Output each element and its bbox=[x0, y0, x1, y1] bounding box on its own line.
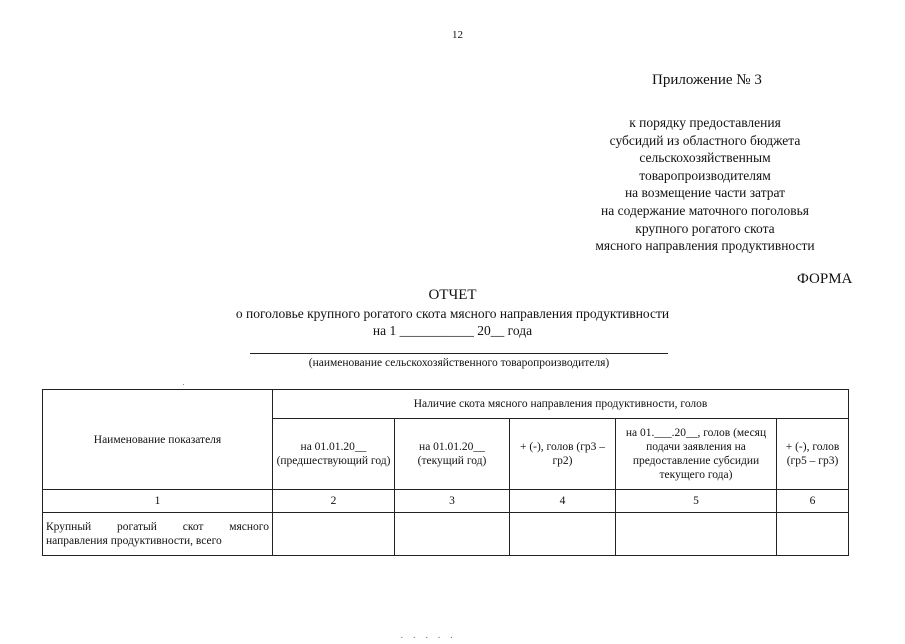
producer-caption: (наименование сельскохозяйственного товаропроизводителя) bbox=[308, 357, 610, 369]
column-number: 6 bbox=[777, 490, 849, 513]
report-title: ОТЧЕТ bbox=[428, 287, 477, 303]
column-number: 5 bbox=[616, 490, 777, 513]
appendix-line: сельскохозяйственным bbox=[639, 150, 771, 166]
producer-name-line bbox=[250, 353, 668, 354]
group-header: Наличие скота мясного направления продуктивности, голов bbox=[273, 390, 849, 419]
indicator-header: Наименование показателя bbox=[43, 390, 273, 490]
column-header: + (-), голов (гр5 – гр3) bbox=[777, 419, 849, 490]
appendix-line: субсидий из областного бюджета bbox=[609, 132, 801, 148]
column-header: + (-), голов (гр3 – гр2) bbox=[510, 419, 616, 490]
appendix-title: Приложение № 3 bbox=[652, 72, 762, 88]
value-cell[interactable] bbox=[273, 513, 395, 556]
page-number: 12 bbox=[452, 29, 463, 41]
column-number: 4 bbox=[510, 490, 616, 513]
column-header: на 01.___.20__, голов (месяц подачи заявления на предоставление субсидии текущего года) bbox=[616, 419, 777, 490]
value-cell[interactable] bbox=[395, 513, 510, 556]
report-table bbox=[42, 389, 849, 556]
column-number: 3 bbox=[395, 490, 510, 513]
value-cell[interactable] bbox=[616, 513, 777, 556]
appendix-line: на содержание маточного поголовья bbox=[601, 202, 809, 218]
footer-fragment: · · · · · bbox=[400, 632, 457, 644]
column-number-row bbox=[43, 490, 849, 513]
value-cell[interactable] bbox=[510, 513, 616, 556]
appendix-line: к порядку предоставления bbox=[629, 115, 781, 130]
report-subtitle: о поголовье крупного рогатого скота мясного направления продуктивности bbox=[235, 306, 670, 321]
row-label-line: направления продуктивности, всего bbox=[46, 535, 222, 547]
row-label-line: Крупный рогатый скот мясного bbox=[46, 521, 269, 533]
column-number: 1 bbox=[43, 490, 273, 513]
report-date-line: на 1 ___________ 20__ года bbox=[372, 323, 533, 338]
column-header: на 01.01.20__ (текущий год) bbox=[395, 419, 510, 490]
appendix-description bbox=[560, 114, 850, 255]
value-cell[interactable] bbox=[777, 513, 849, 556]
row-label bbox=[43, 513, 273, 556]
table-row bbox=[43, 513, 849, 556]
table-header-row bbox=[43, 390, 849, 419]
form-label: ФОРМА bbox=[797, 271, 853, 287]
appendix-line: товаропроизводителям bbox=[639, 167, 771, 183]
appendix-line: крупного рогатого скота bbox=[635, 220, 775, 236]
column-number: 2 bbox=[273, 490, 395, 513]
appendix-line: мясного направления продуктивности bbox=[595, 238, 815, 254]
scan-mark bbox=[183, 384, 184, 385]
column-header: на 01.01.20__ (предшествующий год) bbox=[273, 419, 395, 490]
appendix-line: на возмещение части затрат bbox=[624, 185, 786, 201]
